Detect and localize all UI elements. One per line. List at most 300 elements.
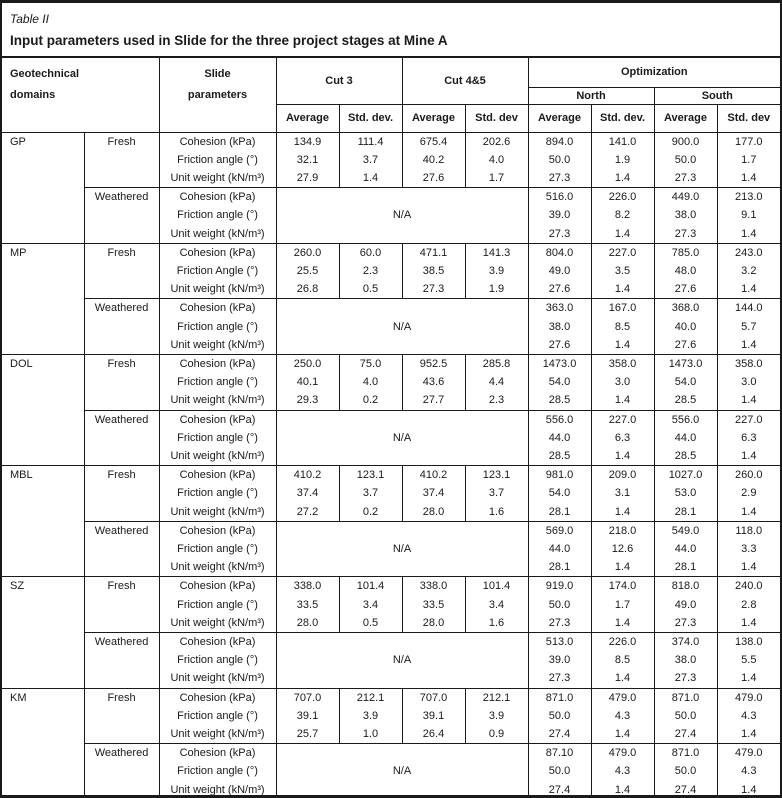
value-cell: 27.4 (654, 725, 717, 744)
param-cell: Cohesion (kPa) (159, 354, 276, 373)
value-cell: 900.0 (654, 132, 717, 151)
value-cell: 27.3 (528, 614, 591, 633)
value-cell: 27.3 (528, 225, 591, 244)
value-cell: 28.1 (528, 503, 591, 522)
value-cell: 87.10 (528, 744, 591, 763)
state-cell: Weathered (84, 410, 159, 466)
value-cell: 50.0 (654, 151, 717, 169)
value-cell: 4.0 (465, 151, 528, 169)
value-cell: 479.0 (591, 688, 654, 707)
param-cell: Cohesion (kPa) (159, 299, 276, 318)
value-cell: 27.4 (528, 781, 591, 798)
value-cell: 707.0 (402, 688, 465, 707)
value-cell: 4.3 (741, 709, 757, 722)
value-cell: 4.3 (591, 707, 654, 725)
value-cell: 213.0 (717, 188, 780, 207)
table-row (2, 132, 780, 151)
param-cell: Cohesion (kPa) (159, 243, 276, 262)
value-cell: 4.4 (465, 373, 528, 391)
header-cut45: Cut 4&5 (402, 58, 528, 104)
table-row (2, 632, 780, 651)
value-cell: 1.4 (591, 614, 654, 633)
param-cell: Friction angle (°) (159, 151, 276, 169)
value-cell: 3.3 (741, 542, 757, 555)
param-cell: Cohesion (kPa) (159, 410, 276, 429)
value-cell: 3.7 (339, 484, 402, 502)
value-cell: 33.5 (276, 596, 339, 614)
value-cell: 410.2 (276, 466, 339, 485)
domain-cell: MP (2, 243, 84, 354)
na-cell: N/A (276, 521, 528, 577)
value-cell: 2.3 (465, 391, 528, 410)
value-cell: 101.4 (465, 577, 528, 596)
domain-section-dol (2, 354, 780, 465)
value-cell: 134.9 (276, 132, 339, 151)
value-cell: 174.0 (591, 577, 654, 596)
table-row (2, 299, 780, 318)
value-cell: 54.0 (654, 373, 717, 391)
value-cell: 5.7 (741, 320, 757, 333)
value-cell: 4.0 (339, 373, 402, 391)
na-cell: N/A (276, 410, 528, 466)
value-cell: 1.4 (591, 391, 654, 410)
value-cell: 3.9 (465, 707, 528, 725)
header-cut45-stddev: Std. dev (465, 104, 528, 132)
value-cell: 123.1 (339, 466, 402, 485)
value-cell: 141.0 (591, 132, 654, 151)
value-cell: 8.2 (591, 206, 654, 224)
value-cell: 919.0 (528, 577, 591, 596)
value-cell: 1.4 (741, 616, 757, 629)
value-cell: 29.3 (276, 391, 339, 410)
value-cell: 871.0 (528, 688, 591, 707)
header-geotech-line2: domains (10, 89, 56, 101)
value-cell: 0.2 (339, 391, 402, 410)
value-cell: 167.0 (591, 299, 654, 318)
param-cell: Friction angle (°) (159, 707, 276, 725)
value-cell: 1.4 (741, 394, 757, 407)
table-row (2, 744, 780, 763)
value-cell: 981.0 (528, 466, 591, 485)
value-cell: 27.6 (528, 336, 591, 355)
header-optimization: Optimization (528, 58, 780, 87)
value-cell: 3.7 (465, 484, 528, 502)
value-cell: 27.3 (654, 225, 717, 244)
value-cell: 177.0 (717, 132, 780, 151)
value-cell: 1.4 (591, 558, 654, 577)
value-cell: 1.4 (741, 171, 757, 184)
value-cell: 38.0 (528, 318, 591, 336)
header-south-stddev: Std. dev (717, 104, 780, 132)
value-cell: 50.0 (528, 707, 591, 725)
value-cell: 260.0 (276, 243, 339, 262)
param-cell: Cohesion (kPa) (159, 188, 276, 207)
header-south: South (701, 89, 733, 102)
value-cell: 26.8 (276, 280, 339, 299)
value-cell: 27.3 (654, 669, 717, 688)
domain-cell: KM (2, 688, 84, 798)
param-cell: Friction Angle (°) (159, 262, 276, 280)
value-cell: 40.2 (402, 151, 465, 169)
value-cell: 1.4 (591, 336, 654, 355)
value-cell: 44.0 (654, 429, 717, 447)
value-cell: 49.0 (528, 262, 591, 280)
header-group-row (2, 58, 780, 87)
value-cell: 1.4 (591, 280, 654, 299)
value-cell: 513.0 (528, 632, 591, 651)
table-row (2, 243, 780, 262)
value-cell: 1.7 (741, 153, 757, 166)
value-cell: 226.0 (591, 632, 654, 651)
value-cell: 250.0 (276, 354, 339, 373)
value-cell: 479.0 (591, 744, 654, 763)
header-slide-line1: Slide (204, 68, 231, 80)
value-cell: 871.0 (654, 688, 717, 707)
value-cell: 1.6 (465, 503, 528, 522)
param-cell: Friction angle (°) (159, 540, 276, 558)
value-cell: 27.3 (654, 614, 717, 633)
value-cell: 358.0 (717, 354, 780, 373)
value-cell: 363.0 (528, 299, 591, 318)
value-cell: 871.0 (654, 744, 717, 763)
value-cell: 28.5 (528, 391, 591, 410)
value-cell: 27.2 (276, 503, 339, 522)
value-cell: 27.7 (402, 391, 465, 410)
value-cell: 1.4 (339, 169, 402, 188)
value-cell: 549.0 (654, 521, 717, 540)
value-cell: 44.0 (654, 540, 717, 558)
param-cell: Friction angle (°) (159, 762, 276, 780)
header-north-average: Average (528, 104, 591, 132)
value-cell: 1.4 (741, 672, 757, 685)
value-cell: 471.1 (402, 243, 465, 262)
value-cell: 54.0 (528, 373, 591, 391)
table-row (2, 521, 780, 540)
value-cell: 60.0 (339, 243, 402, 262)
value-cell: 123.1 (465, 466, 528, 485)
value-cell: 1.4 (591, 781, 654, 798)
value-cell: 227.0 (717, 410, 780, 429)
header-cut3-average: Average (276, 104, 339, 132)
value-cell: 1.4 (591, 669, 654, 688)
value-cell: 212.1 (465, 688, 528, 707)
value-cell: 25.7 (276, 725, 339, 744)
header-cut3: Cut 3 (276, 58, 402, 104)
header-cut45-average: Average (402, 104, 465, 132)
value-cell: 32.1 (276, 151, 339, 169)
value-cell: 1.6 (465, 614, 528, 633)
value-cell: 952.5 (402, 354, 465, 373)
state-cell: Weathered (84, 744, 159, 798)
value-cell: 226.0 (591, 188, 654, 207)
state-cell: Fresh (84, 688, 159, 744)
value-cell: 1.4 (591, 225, 654, 244)
value-cell: 48.0 (654, 262, 717, 280)
value-cell: 1.4 (741, 505, 757, 518)
param-cell: Unit weight (kN/m³) (159, 614, 276, 633)
value-cell: 3.9 (339, 707, 402, 725)
value-cell: 25.5 (276, 262, 339, 280)
value-cell: 38.0 (654, 206, 717, 224)
table-row (2, 410, 780, 429)
value-cell: 368.0 (654, 299, 717, 318)
value-cell: 479.0 (717, 744, 780, 763)
param-cell: Friction angle (°) (159, 318, 276, 336)
na-cell: N/A (276, 299, 528, 355)
value-cell: 39.1 (276, 707, 339, 725)
state-cell: Weathered (84, 521, 159, 577)
param-cell: Cohesion (kPa) (159, 688, 276, 707)
value-cell: 358.0 (591, 354, 654, 373)
header-geotechnical-domains (2, 58, 159, 132)
value-cell: 804.0 (528, 243, 591, 262)
value-cell: 243.0 (717, 243, 780, 262)
value-cell: 285.8 (465, 354, 528, 373)
value-cell: 4.3 (591, 762, 654, 780)
value-cell: 26.4 (402, 725, 465, 744)
value-cell: 0.5 (339, 614, 402, 633)
value-cell: 118.0 (717, 521, 780, 540)
value-cell: 1.4 (741, 561, 757, 574)
value-cell: 1.9 (465, 280, 528, 299)
value-cell: 202.6 (465, 132, 528, 151)
value-cell: 1.9 (591, 151, 654, 169)
value-cell: 3.4 (465, 596, 528, 614)
header-geotech-line1: Geotechnical (10, 68, 80, 80)
state-cell: Fresh (84, 354, 159, 410)
value-cell: 138.0 (717, 632, 780, 651)
domain-cell: SZ (2, 577, 84, 688)
state-cell: Fresh (84, 466, 159, 522)
value-cell: 27.3 (654, 169, 717, 188)
value-cell: 33.5 (402, 596, 465, 614)
value-cell: 39.0 (528, 651, 591, 669)
param-cell: Cohesion (kPa) (159, 632, 276, 651)
value-cell: 101.4 (339, 577, 402, 596)
value-cell: 6.3 (591, 429, 654, 447)
value-cell: 111.4 (339, 132, 402, 151)
value-cell: 0.2 (339, 503, 402, 522)
param-cell: Friction angle (°) (159, 651, 276, 669)
value-cell: 818.0 (654, 577, 717, 596)
value-cell: 49.0 (654, 596, 717, 614)
value-cell: 0.9 (465, 725, 528, 744)
value-cell: 27.6 (654, 280, 717, 299)
value-cell: 218.0 (591, 521, 654, 540)
value-cell: 338.0 (276, 577, 339, 596)
value-cell: 40.1 (276, 373, 339, 391)
value-cell: 410.2 (402, 466, 465, 485)
value-cell: 27.9 (276, 169, 339, 188)
header-north-stddev: Std. dev. (591, 104, 654, 132)
value-cell: 27.4 (528, 725, 591, 744)
value-cell: 1.4 (591, 169, 654, 188)
value-cell: 27.3 (402, 280, 465, 299)
state-cell: Weathered (84, 188, 159, 244)
value-cell: 675.4 (402, 132, 465, 151)
na-cell: N/A (276, 744, 528, 798)
value-cell: 8.5 (591, 651, 654, 669)
domain-cell: DOL (2, 354, 84, 465)
value-cell: 27.6 (528, 280, 591, 299)
value-cell: 3.9 (465, 262, 528, 280)
value-cell: 12.6 (591, 540, 654, 558)
value-cell: 1027.0 (654, 466, 717, 485)
value-cell: 1.4 (741, 283, 757, 296)
value-cell: 50.0 (528, 151, 591, 169)
value-cell: 50.0 (654, 707, 717, 725)
value-cell: 28.0 (276, 614, 339, 633)
value-cell: 1473.0 (654, 354, 717, 373)
domain-cell: MBL (2, 466, 84, 577)
table-title-block (2, 3, 780, 58)
value-cell: 3.1 (591, 484, 654, 502)
value-cell: 227.0 (591, 243, 654, 262)
value-cell: 27.3 (528, 669, 591, 688)
param-cell: Unit weight (kN/m³) (159, 781, 276, 798)
param-cell: Cohesion (kPa) (159, 466, 276, 485)
param-cell: Unit weight (kN/m³) (159, 558, 276, 577)
value-cell: 1.4 (741, 728, 757, 740)
value-cell: 1.7 (465, 169, 528, 188)
value-cell: 260.0 (717, 466, 780, 485)
domain-section-mbl (2, 466, 780, 577)
value-cell: 209.0 (591, 466, 654, 485)
value-cell: 27.6 (402, 169, 465, 188)
state-cell: Fresh (84, 243, 159, 299)
table-caption: Table II (10, 12, 49, 26)
value-cell: 44.0 (528, 429, 591, 447)
param-cell: Unit weight (kN/m³) (159, 447, 276, 466)
value-cell: 479.0 (717, 688, 780, 707)
value-cell: 2.8 (741, 598, 757, 611)
param-cell: Unit weight (kN/m³) (159, 725, 276, 744)
value-cell: 75.0 (339, 354, 402, 373)
value-cell: 338.0 (402, 577, 465, 596)
value-cell: 556.0 (654, 410, 717, 429)
value-cell: 28.1 (654, 558, 717, 577)
domain-section-sz (2, 577, 780, 688)
value-cell: 37.4 (276, 484, 339, 502)
value-cell: 28.1 (654, 503, 717, 522)
value-cell: 1.4 (741, 338, 757, 351)
table-header (2, 58, 780, 132)
value-cell: 39.1 (402, 707, 465, 725)
value-cell: 1473.0 (528, 354, 591, 373)
value-cell: 38.5 (402, 262, 465, 280)
value-cell: 141.3 (465, 243, 528, 262)
value-cell: 9.1 (741, 209, 757, 222)
value-cell: 38.0 (654, 651, 717, 669)
state-cell: Fresh (84, 577, 159, 633)
value-cell: 374.0 (654, 632, 717, 651)
value-cell: 3.4 (339, 596, 402, 614)
value-cell: 1.4 (741, 449, 757, 462)
param-cell: Friction angle (°) (159, 373, 276, 391)
value-cell: 27.3 (528, 169, 591, 188)
value-cell: 40.0 (654, 318, 717, 336)
value-cell: 28.0 (402, 503, 465, 522)
param-cell: Cohesion (kPa) (159, 577, 276, 596)
value-cell: 227.0 (591, 410, 654, 429)
value-cell: 1.0 (339, 725, 402, 744)
table-row (2, 466, 780, 485)
value-cell: 8.5 (591, 318, 654, 336)
domain-section-gp (2, 132, 780, 243)
value-cell: 43.6 (402, 373, 465, 391)
value-cell: 28.0 (402, 614, 465, 633)
domain-cell: GP (2, 132, 84, 243)
header-north: North (528, 87, 654, 104)
na-cell: N/A (276, 632, 528, 688)
value-cell: 6.3 (741, 431, 757, 444)
param-cell: Unit weight (kN/m³) (159, 336, 276, 355)
param-cell: Friction angle (°) (159, 484, 276, 502)
param-cell: Cohesion (kPa) (159, 744, 276, 763)
value-cell: 27.4 (654, 781, 717, 798)
param-cell: Cohesion (kPa) (159, 132, 276, 151)
value-cell: 0.5 (339, 280, 402, 299)
header-south-average: Average (654, 104, 717, 132)
value-cell: 39.0 (528, 206, 591, 224)
parameters-table (2, 58, 780, 798)
param-cell: Unit weight (kN/m³) (159, 169, 276, 188)
state-cell: Weathered (84, 299, 159, 355)
header-slide-parameters (159, 58, 276, 132)
param-cell: Unit weight (kN/m³) (159, 280, 276, 299)
param-cell: Unit weight (kN/m³) (159, 225, 276, 244)
domain-section-mp (2, 243, 780, 354)
value-cell: 785.0 (654, 243, 717, 262)
value-cell: 2.3 (339, 262, 402, 280)
state-cell: Fresh (84, 132, 159, 188)
value-cell: 240.0 (717, 577, 780, 596)
value-cell: 707.0 (276, 688, 339, 707)
state-cell: Weathered (84, 632, 159, 688)
domain-section-km (2, 688, 780, 798)
value-cell: 516.0 (528, 188, 591, 207)
value-cell: 53.0 (654, 484, 717, 502)
value-cell: 28.5 (654, 391, 717, 410)
value-cell: 1.4 (741, 783, 757, 796)
value-cell: 212.1 (339, 688, 402, 707)
value-cell: 3.2 (741, 264, 757, 277)
value-cell: 894.0 (528, 132, 591, 151)
value-cell: 28.5 (654, 447, 717, 466)
value-cell: 27.6 (654, 336, 717, 355)
value-cell: 28.5 (528, 447, 591, 466)
value-cell: 3.0 (591, 373, 654, 391)
param-cell: Friction angle (°) (159, 206, 276, 224)
value-cell: 50.0 (528, 762, 591, 780)
value-cell: 1.4 (741, 227, 757, 240)
header-slide-line2: parameters (187, 89, 248, 101)
value-cell: 37.4 (402, 484, 465, 502)
value-cell: 50.0 (528, 596, 591, 614)
param-cell: Unit weight (kN/m³) (159, 669, 276, 688)
value-cell: 569.0 (528, 521, 591, 540)
value-cell: 3.5 (591, 262, 654, 280)
param-cell: Unit weight (kN/m³) (159, 503, 276, 522)
value-cell: 2.9 (741, 487, 757, 500)
value-cell: 1.4 (591, 503, 654, 522)
value-cell: 3.0 (741, 376, 757, 389)
table-row (2, 188, 780, 207)
value-cell: 1.4 (591, 725, 654, 744)
value-cell: 449.0 (654, 188, 717, 207)
na-cell: N/A (276, 188, 528, 244)
value-cell: 5.5 (741, 654, 757, 667)
